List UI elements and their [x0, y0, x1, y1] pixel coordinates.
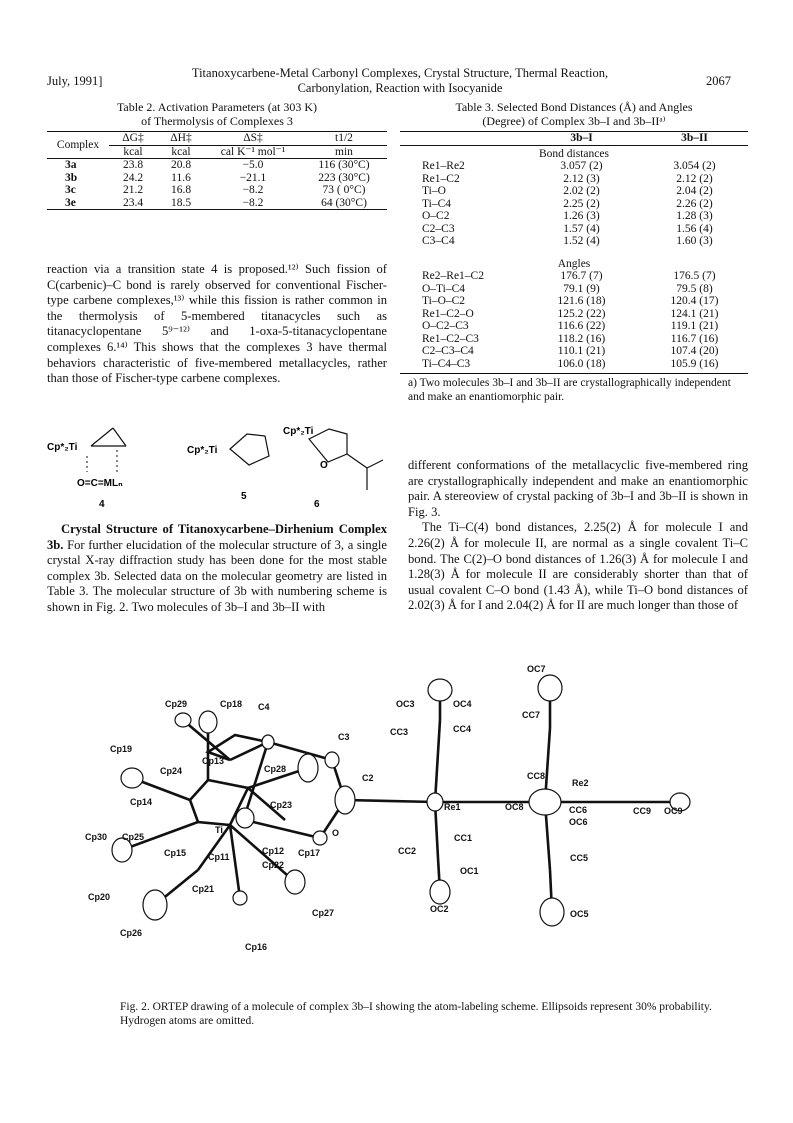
table-3-section-distances: Bond distances: [539, 147, 609, 160]
atom-labels: [85, 664, 683, 952]
table-2-caption-line1: Table 2. Activation Parameters (at 303 K): [116, 100, 318, 114]
table-2-cell-t: 223 (30°C): [318, 171, 370, 184]
atom-label-cp16: Cp16: [245, 942, 268, 952]
table-3-cell-bond: Re1–Re2: [422, 160, 465, 172]
atom-label-cc7: CC7: [522, 710, 541, 720]
atom-label-re2: Re2: [572, 778, 589, 788]
table-3-cell-I: 1.26 (3): [563, 210, 600, 222]
table-2-col-complex: Complex: [47, 132, 109, 159]
atom-label-cp13: Cp13: [202, 756, 225, 766]
paragraph-conformations: different conformations of the metallacyclic five-membered ring are crystallographically independent and make an enantiomorphic pair. A stereoview of crystal packing of 3b–I and 3b–II is shown in Fig. 3.: [408, 458, 748, 519]
table-3-cell-II: 1.60 (3): [676, 235, 713, 247]
table-2-cell-dg: 23.4: [122, 196, 144, 209]
table-3-row: [400, 185, 748, 198]
table-2-cell-t: 116 (30°C): [318, 159, 370, 171]
table-2-cell-dh: 20.8: [170, 159, 192, 171]
atom-label-c3: C3: [338, 732, 350, 742]
table-3-cell-I: 110.1 (21): [557, 345, 606, 357]
table-3-row: [400, 308, 748, 321]
table-2-cell-dg: 23.8: [122, 159, 144, 171]
figure-2-caption: Fig. 2. ORTEP drawing of a molecule of complex 3b–I showing the atom-labeling scheme. Ellipsoids represent 30% probability. Hydrogen atoms are omitted.: [120, 1001, 712, 1027]
atom-label-cp24: Cp24: [160, 766, 183, 776]
atom-label-cp23: Cp23: [270, 800, 293, 810]
table-2-cell-complex: 3e: [65, 196, 76, 209]
table-3-cell-II: 105.9 (16): [670, 357, 719, 370]
atom-label-cc8: CC8: [527, 771, 546, 781]
table-3-cell-II: 2.04 (2): [676, 185, 713, 197]
header-title-line1: Titanoxycarbene-Metal Carbonyl Complexes, Crystal Structure, Thermal Reaction,: [191, 66, 609, 80]
table-2-head-dh: ΔH‡: [170, 132, 192, 144]
table-3-cell-I: 118.2 (16): [557, 332, 606, 345]
table-3-cell-I: 79.1 (9): [563, 282, 600, 295]
page-number: 2067: [706, 74, 731, 88]
atom-label-cp27: Cp27: [312, 908, 335, 918]
table-3-row: [400, 223, 748, 236]
table-3-cell-bond: Re1–C2: [422, 172, 460, 185]
table-3-row: [400, 320, 748, 333]
table-2-head-t: t1/2: [335, 132, 353, 144]
table-3-cell-I: 1.52 (4): [563, 235, 600, 247]
table-2-cell-ds: −8.2: [242, 184, 264, 196]
structure-4-number: 4: [99, 499, 105, 510]
ortep-figure: [80, 660, 720, 980]
left-column-text-2: [47, 522, 387, 616]
table-3-cell-bond: Re1–C2–O: [422, 307, 474, 320]
header-date: July, 1991]: [47, 74, 103, 88]
atom-label-cp21: Cp21: [192, 884, 215, 894]
table-2-unit-dg: kcal: [123, 145, 143, 158]
table-3-cell-II: 120.4 (17): [670, 295, 719, 307]
structure-5-number: 5: [241, 491, 247, 502]
table-3-cell-I: 125.2 (22): [557, 307, 606, 320]
atom-label-cc6: CC6: [569, 805, 588, 815]
table-3-row: [400, 295, 748, 308]
structure-6-ti-label: Cp*₂Ti: [283, 426, 314, 437]
table-3-cell-bond: C2–C3: [422, 222, 455, 235]
structure-5: [187, 434, 269, 502]
atom-label-cp17: Cp17: [298, 848, 321, 858]
table-2-unit-ds: cal K⁻¹ mol⁻¹: [220, 145, 286, 158]
atom-label-cc1: CC1: [454, 833, 473, 843]
table-3-section-angles: Angles: [557, 257, 591, 270]
atom-label-c4: C4: [258, 702, 270, 712]
paragraph-bond-distances: The Ti–C(4) bond distances, 2.25(2) Å for molecule I and 2.26(2) Å for molecule II, are normal as a single covalent Ti–C bond. The C(2)–O bond distances of 1.26(3) Å for molecule I and 1.28(3) Å for molecule II are considerably shorter than that of usual covalent C–O bond (1.43 Å), while Ti–O bond distances of 2.02(3) Å for I and 2.04(2) Å for II are much longer than those of: [408, 520, 748, 613]
table-2-unit-dh: kcal: [171, 145, 191, 158]
table-3-row: [400, 270, 748, 283]
table-3: [400, 100, 748, 404]
paragraph-thermolysis: reaction via a transition state 4 is proposed.¹²⁾ Such fission of C(carbenic)–C bond is rarely observed for conventional Fischer-type carbene complexes,¹³⁾ while this fission is rather common in the thermolysis of 5-membered titanacycles such as titanacyclopentane 5⁹⁻¹²⁾ and 1-oxa-5-titanacyclopentane complexes 6.¹⁴⁾ This shows that the complexes 3 have thermal behaviors characteristic of five-membered metallacycles, rather than those of Fischer-type carbene complexes.: [47, 262, 387, 386]
atom-label-cc3: CC3: [390, 727, 409, 737]
table-3-col-II: 3b–II: [681, 132, 708, 144]
table-2-cell-ds: −8.2: [242, 196, 264, 209]
atom-label-cp29: Cp29: [165, 699, 188, 709]
table-3-cell-II: 2.26 (2): [676, 197, 713, 210]
table-3-cell-II: 3.054 (2): [673, 160, 716, 172]
table-3-cell-I: 106.0 (18): [557, 357, 606, 370]
table-3-row: [400, 333, 748, 346]
structure-4: [47, 428, 126, 510]
structure-6-number: 6: [314, 499, 320, 510]
atom-label-cc4: CC4: [453, 724, 472, 734]
atom-label-cc9: CC9: [633, 806, 652, 816]
table-2-grid: [47, 131, 387, 210]
table-3-row: [400, 235, 748, 248]
table-3-cell-II: 107.4 (20): [670, 345, 719, 357]
table-2-row: [47, 159, 387, 172]
table-3-caption-line2: (Degree) of Complex 3b–I and 3b–IIᵃ⁾: [482, 114, 666, 128]
table-2-cell-ds: −5.0: [242, 159, 264, 171]
table-2-cell-dh: 18.5: [170, 196, 192, 209]
right-column-text: [408, 458, 748, 614]
table-3-cell-II: 119.1 (21): [670, 320, 719, 332]
table-2-cell-complex: 3b: [65, 171, 78, 184]
atom-label-cp15: Cp15: [164, 848, 187, 858]
atom-label-oc3: OC3: [396, 699, 415, 709]
table-3-row: [400, 198, 748, 211]
atom-label-cp30: Cp30: [85, 832, 108, 842]
atom-label-re1: Re1: [444, 802, 461, 812]
atom-label-cp14: Cp14: [130, 797, 153, 807]
table-2-cell-complex: 3c: [65, 184, 76, 196]
atom-label-cc5: CC5: [570, 853, 589, 863]
atom-label-oc7: OC7: [527, 664, 546, 674]
table-3-col-I: 3b–I: [570, 132, 593, 144]
atom-label-cp12: Cp12: [262, 846, 285, 856]
structure-4-ml-label: O=C=MLₙ: [77, 478, 123, 489]
table-3-cell-II: 1.28 (3): [676, 210, 713, 222]
table-3-cell-I: 2.12 (3): [563, 172, 600, 185]
table-3-cell-I: 116.6 (22): [557, 320, 606, 332]
atom-label-oc4: OC4: [453, 699, 472, 709]
table-3-cell-bond: C2–C3–C4: [422, 345, 474, 357]
atom-label-cp19: Cp19: [110, 744, 133, 754]
table-2-cell-ds: −21.1: [239, 171, 267, 184]
table-2-unit-t: min: [335, 145, 353, 158]
table-3-cell-I: 176.7 (7): [560, 270, 603, 282]
table-3-row: [400, 345, 748, 358]
table-3-grid: [400, 131, 748, 370]
table-3-row: [400, 173, 748, 186]
table-3-cell-bond: Ti–O: [422, 185, 446, 197]
table-2-row: [47, 172, 387, 185]
atom-label-oc5: OC5: [570, 909, 589, 919]
table-2-cell-t: 73 ( 0°C): [322, 184, 366, 196]
atom-label-ti: Ti: [215, 825, 223, 835]
structure-6: [283, 426, 383, 510]
atom-label-oc9: OC9: [664, 806, 683, 816]
table-3-cell-II: 116.7 (16): [670, 332, 719, 345]
table-3-cell-I: 121.6 (18): [557, 295, 606, 307]
structure-5-ti-label: Cp*₂Ti: [187, 445, 218, 456]
table-3-row: [400, 283, 748, 296]
table-3-cell-I: 1.57 (4): [563, 222, 600, 235]
table-3-row: [400, 210, 748, 223]
table-2-caption-line2: of Thermolysis of Complexes 3: [141, 114, 293, 128]
atom-label-c2: C2: [362, 773, 374, 783]
table-2-cell-t: 64 (30°C): [321, 196, 367, 209]
header-title: [150, 66, 650, 96]
atom-label-cp22: Cp22: [262, 860, 285, 870]
paragraph-crystal-structure: For further elucidation of the molecular structure of 3, a single crystal X-ray diffraction study has been done for the most stable complex 3b. Selected data on the molecular geometry are listed in Table 3. The molecular structure of 3b with numbering scheme is shown in Fig. 2. Two molecules of 3b–I and 3b–II with: [47, 537, 387, 614]
table-3-cell-bond: Re2–Re1–C2: [422, 270, 484, 282]
table-3-cell-bond: Ti–C4–C3: [422, 357, 471, 370]
section-heading-crystal-structure: Crystal Structure of Titanoxycarbene–Dirhenium Complex 3b.: [47, 522, 387, 552]
table-3-footnote: a) Two molecules 3b–I and 3b–II are crystallographically independent and make an enantiomorphic pair.: [400, 373, 748, 404]
atom-label-o: O: [332, 828, 340, 838]
table-3-cell-II: 2.12 (2): [676, 172, 713, 185]
structure-4-ti-label: Cp*₂Ti: [47, 442, 78, 453]
table-3-row: [400, 160, 748, 173]
table-3-caption-line1: Table 3. Selected Bond Distances (Å) and Angles: [455, 100, 693, 114]
table-3-cell-bond: O–C2: [422, 210, 450, 222]
atom-label-cc2: CC2: [398, 846, 417, 856]
table-3-cell-I: 2.02 (2): [563, 185, 600, 197]
table-2-cell-dh: 16.8: [170, 184, 192, 196]
atom-label-oc6: OC6: [569, 817, 588, 827]
table-3-cell-II: 176.5 (7): [673, 270, 716, 282]
table-2-row: [47, 197, 387, 210]
atom-label-cp20: Cp20: [88, 892, 111, 902]
table-3-cell-II: 124.1 (21): [670, 307, 719, 320]
table-3-cell-II: 79.5 (8): [676, 282, 713, 295]
table-3-caption: [400, 100, 748, 128]
table-3-cell-bond: Ti–O–C2: [422, 295, 466, 307]
atom-label-cp25: Cp25: [122, 832, 145, 842]
structure-6-o-label: O: [320, 460, 328, 471]
table-3-cell-bond: C3–C4: [422, 235, 455, 247]
table-3-cell-I: 3.057 (2): [560, 160, 603, 172]
atom-label-oc2: OC2: [430, 904, 449, 914]
table-2: [47, 100, 387, 210]
atom-label-oc1: OC1: [460, 866, 479, 876]
header-title-line2: Carbonylation, Reaction with Isocyanide: [297, 81, 503, 95]
table-2-cell-dg: 24.2: [122, 171, 144, 184]
atom-label-cp11: Cp11: [208, 852, 230, 862]
table-2-caption: [47, 100, 387, 128]
atom-label-cp26: Cp26: [120, 928, 143, 938]
left-column-text: [47, 262, 387, 387]
atom-label-cp18: Cp18: [220, 699, 243, 709]
scheme-structures: [47, 420, 387, 520]
table-3-cell-bond: Re1–C2–C3: [422, 332, 479, 345]
table-2-row: [47, 184, 387, 197]
table-2-head-ds: ΔS‡: [243, 132, 263, 144]
table-2-cell-dh: 11.6: [171, 171, 191, 184]
atom-label-cp28: Cp28: [264, 764, 287, 774]
atom-label-oc8: OC8: [505, 802, 524, 812]
table-2-head-dg: ΔG‡: [122, 132, 144, 144]
table-3-cell-II: 1.56 (4): [676, 222, 713, 235]
table-2-cell-complex: 3a: [65, 159, 77, 171]
table-2-cell-dg: 21.2: [122, 184, 144, 196]
table-3-cell-bond: O–C2–C3: [422, 320, 469, 332]
table-3-cell-bond: O–Ti–C4: [422, 282, 466, 295]
table-3-row: [400, 358, 748, 371]
table-3-cell-I: 2.25 (2): [563, 197, 600, 210]
table-3-cell-bond: Ti–C4: [422, 197, 451, 210]
